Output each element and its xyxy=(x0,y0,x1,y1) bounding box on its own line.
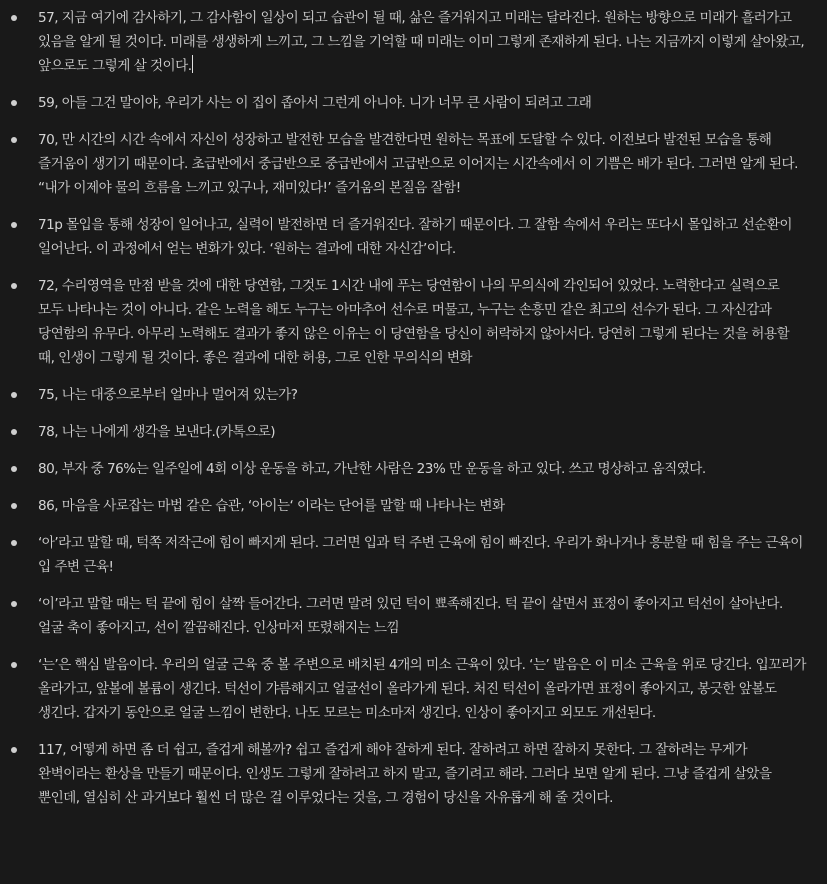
bullet-icon xyxy=(11,503,17,509)
list-item-text: 117, 어떻게 하면 좀 더 쉽고, 즐겁게 해볼까? 쉽고 즐겁게 해야 잘하게 된다. 잘하려고 하면 잘하지 못한다. 그 잘하려는 무게가 완벽이라는 환상을 만들기 때문이다. 인생도 그렇게 잘하려고 하지 말고, 즐기려고 해라. 그러다 보면 알게 된다. 그냥 즐겁게 살았을 뿐인데, 열심히 산 과거보다 훨씬 더 많은 걸 이루었다는 것을, 그 경험이 당신을 자유롭게 해 줄 것이다. xyxy=(38,742,772,806)
list-item[interactable] xyxy=(38,91,807,115)
list-item-text: ‘아’라고 말할 때, 턱쪽 저작근에 힘이 빠지게 된다. 그러면 입과 턱 주변 근육에 힘이 빠진다. 우리가 화나거나 흥분할 때 힘을 주는 근육이 입 주변 근육! xyxy=(38,535,803,575)
list-item[interactable] xyxy=(38,738,807,810)
list-item[interactable] xyxy=(38,420,807,444)
list-item[interactable] xyxy=(38,653,807,725)
bullet-icon xyxy=(11,466,17,472)
list-item[interactable] xyxy=(38,494,807,518)
list-item[interactable] xyxy=(38,383,807,407)
list-item-text: ‘는’은 핵심 발음이다. 우리의 얼굴 근육 중 볼 주변으로 배치된 4개의 미소 근육이 있다. ‘는’ 발음은 이 미소 근육을 위로 당긴다. 입꼬리가 올라가고, 앞볼에 볼륨이 생긴다. 턱선이 갸름해지고 얼굴선이 올라가게 된다. 처진 턱선이 올라가면 표정이 좋아지고, 봉긋한 앞볼도 생긴다. 갑자기 동안으로 얼굴 느낌이 변한다. 나도 모르는 미소마저 생긴다. 인상이 좋아지고 외모도 개선된다. xyxy=(38,657,806,721)
list-item[interactable] xyxy=(38,274,807,370)
list-item[interactable] xyxy=(38,457,807,481)
list-item-text: 59, 아들 그건 말이야, 우리가 사는 이 집이 좁아서 그런게 아니야. 니가 너무 큰 사람이 되려고 그래 xyxy=(38,95,592,111)
bullet-icon xyxy=(11,601,17,607)
list-item-text: 57, 지금 여기에 감사하기, 그 감사함이 일상이 되고 습관이 될 때, 삶은 즐거워지고 미래는 달라진다. 원하는 방향으로 미래가 흘러가고 있음을 알게 될 것이다. 미래를 생생하게 느끼고, 그 느낌을 기억할 때 미래는 이미 그렇게 존재하게 된다. 나는 지금까지 이렇게 살아왔고, 앞으로도 그렇게 살 것이다. xyxy=(38,10,805,74)
list-item[interactable] xyxy=(38,128,807,200)
text-cursor xyxy=(192,55,193,73)
list-item[interactable] xyxy=(38,213,807,261)
bullet-icon xyxy=(11,747,17,753)
bullet-list xyxy=(0,6,827,810)
bullet-icon xyxy=(11,429,17,435)
list-item[interactable] xyxy=(38,531,807,579)
list-item-text: ‘이’라고 말할 때는 턱 끝에 힘이 살짝 들어간다. 그러면 말려 있던 턱이 뾰족해진다. 턱 끝이 살면서 표정이 좋아지고 턱선이 살아난다. 얼굴 축이 좋아지고, 선이 깔끔해진다. 인상마저 또렸해지는 느낌 xyxy=(38,596,783,636)
list-item[interactable] xyxy=(38,6,807,78)
bullet-icon xyxy=(11,137,17,143)
bullet-icon xyxy=(11,15,17,21)
list-item-text: 86, 마음을 사로잡는 마법 같은 습관, ‘아이는‘ 이라는 단어를 말할 때 나타나는 변화 xyxy=(38,498,505,514)
list-item[interactable] xyxy=(38,592,807,640)
bullet-icon xyxy=(11,222,17,228)
bullet-icon xyxy=(11,392,17,398)
bullet-icon xyxy=(11,100,17,106)
list-item-text: 75, 나는 대중으로부터 얼마나 멀어져 있는가? xyxy=(38,387,298,403)
list-item-text: 70, 만 시간의 시간 속에서 자신이 성장하고 발전한 모습을 발견한다면 원하는 목표에 도달할 수 있다. 이전보다 발전된 모습을 통해 즐거움이 생기기 때문이다. 초급반에서 중급반으로 중급반에서 고급반으로 이어지는 시간속에서 이 기쁨은 배가 된다. 그러면 알게 된다. “내가 이제야 물의 흐름을 느끼고 있구나, 재미있다!’ 즐거움의 본질음 잘함! xyxy=(38,132,798,196)
list-item-text: 71p 몰입을 통해 성장이 일어나고, 실력이 발전하면 더 즐거워진다. 잘하기 때문이다. 그 잘함 속에서 우리는 또다시 몰입하고 선순환이 일어난다. 이 과정에서 얻는 변화가 있다. ‘원하는 결과에 대한 자신감’이다. xyxy=(38,217,792,257)
bullet-icon xyxy=(11,662,17,668)
bullet-icon xyxy=(11,283,17,289)
list-item-text: 72, 수리영역을 만점 받을 것에 대한 당연함, 그것도 1시간 내에 푸는 당연함이 나의 무의식에 각인되어 있었다. 노력한다고 실력으로 모두 나타나는 것이 아니다. 같은 노력을 해도 누구는 아마추어 선수로 머물고, 누구는 손흥민 같은 최고의 선수가 된다. 그 자신감과 당연함의 유무다. 아무리 노력해도 결과가 좋지 않은 이유는 이 당연함을 당신이 허락하지 않아서다. 당연히 그렇게 된다는 것을 허용할 때, 인생이 그렇게 될 것이다. 좋은 결과에 대한 허용, 그로 인한 무의식의 변화 xyxy=(38,278,790,366)
list-item-text: 80, 부자 중 76%는 일주일에 4회 이상 운동을 하고, 가난한 사람은 23% 만 운동을 하고 있다. 쓰고 명상하고 움직였다. xyxy=(38,461,706,477)
bullet-icon xyxy=(11,540,17,546)
list-item-text: 78, 나는 나에게 생각을 보낸다.(카톡으로) xyxy=(38,424,276,440)
